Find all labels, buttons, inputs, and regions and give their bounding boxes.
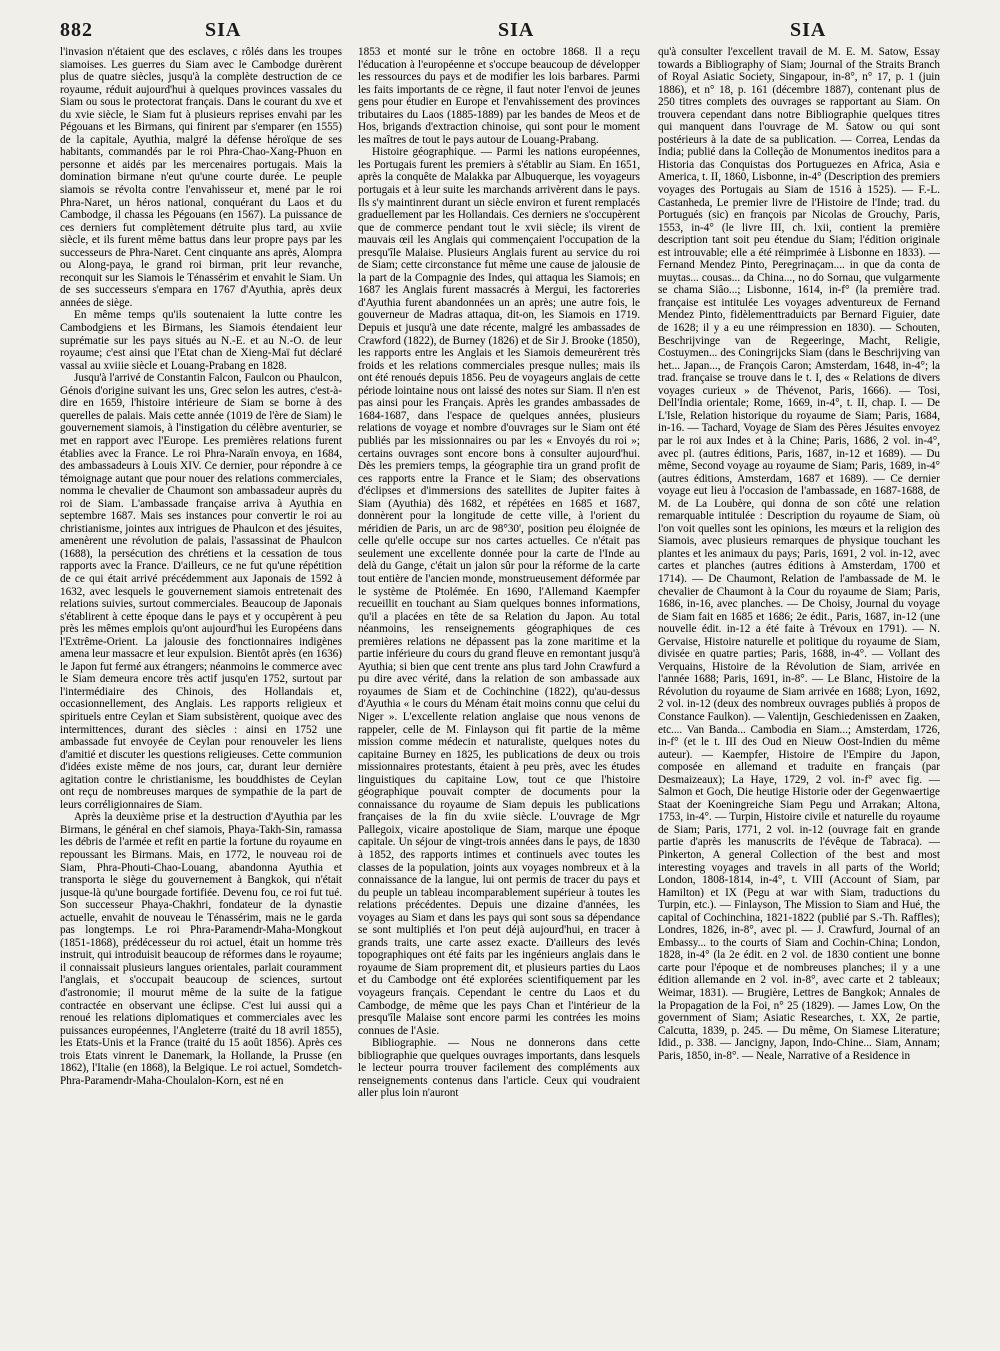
column-3 — [658, 46, 940, 1336]
column-1 — [60, 46, 342, 1336]
running-headword-right: SIA — [790, 19, 827, 41]
column-2 — [358, 46, 640, 1336]
paragraph: l'invasion n'étaient que des esclaves, c rôlés dans les troupes siamoises. Les guerres du Siam avec le Cambodge durèrent plus de quatre siècles, jusqu'à la complète destruction de ce royaume, réduit aujourd'hui à quelques provinces vassales du Siam ou sous le protectorat français. Dans le courant du xve et du xvie siècle, le Siam fut à plusieurs reprises envahi par les Pégouans et les Birmans, qui finirent par s'emparer (en 1555) de la capitale, Ayuthia, malgré la défense héroïque de ses habitants, commandés par le roi Phra-Chao-Xang-Phuon en personne et aidés par les mercenaires portugais. Mais la domination birmane n'eut qu'une courte durée. Le peuple siamois se révolta contre l'envahisseur et, mené par le roi Phra-Naret, un héros national, conquérant du Laos et du Cambodge, il chassa les Pégouans (en 1567). La puissance de ces derniers fut complètement détruite plus tard, au xviie siècle, et ils furent même battus dans leur propre pays par les successeurs de Phra-Naret. Cent cinquante ans après, Alompra ou Along-paya, le grand roi birman, prit leur revanche, reconquit sur les Siamois le Ténassérim et envahit le Siam. Un de ses successeurs s'empara en 1767 d'Ayuthia, après deux années de siège. — [60, 46, 342, 309]
section-bibliography: Bibliographie. — Nous ne donnerons dans cette bibliographie que quelques ouvrages importants, dans lesquels le lecteur pourra trouver facilement des compléments aux renseignements contenus dans l'article. Ceux qui voudraient aller plus loin n'auront — [358, 1037, 640, 1100]
page-number: 882 — [60, 19, 93, 41]
paragraph: Jusqu'à l'arrivé de Constantin Falcon, Faulcon ou Phaulcon, Génois d'origine suivant les uns, Grec selon les autres, c'est-à-dire en 1659, l'histoire intérieure de Siam se borne à des querelles de palais. Mais cette année (1019 de l'ère de Siam) le gouvernement siamois, à l'instigation du célèbre aventurier, se met en rapport avec l'Europe. Les premières relations furent établies avec la France. Le roi Phra-Naraïn envoya, en 1684, des ambassadeurs à Louis XIV. Ce dernier, pour répondre à ce témoignage autant que pour nouer des relations commerciales, nomma le chevalier de Chaumont son ambassadeur auprès du roi de Siam. L'ambassade française arriva à Ayuthia en septembre 1687. Mais ses instances pour convertir le roi au christianisme, jointes aux intrigues de Phaulcon et des jésuites, amenèrent une révolution de palais, l'assassinat de Phaulcon (1688), la persécution des chrétiens et la cessation de tous rapports avec la France. D'ailleurs, ce ne fut qu'une répétition de ce qui était arrivé précédemment aux Japonais de 1592 à 1632, avec lesquels le gouvernement siamois entretenait des relations suivies, surtout commerciales. Beaucoup de Japonais s'établirent à cette époque dans le pays et y occupèrent à peu près les mêmes emplois qu'ont aujourd'hui les Européens dans l'Extrême-Orient. La jalousie des fonctionnaires indigènes amena leur massacre et leur expulsion. Bientôt après (en 1636) le Japon fut fermé aux étrangers; néanmoins le commerce avec le Siam demeura encore très actif jusqu'en 1752, surtout par l'intermédiaire des Chinois, des Hollandais et, occasionnellement, des Anglais. Les rapports religieux et spirituels entre Ceylan et Siam subsistèrent, quoique avec des intermittences, durant des siècles : ainsi en 1752 une ambassade fut envoyée de Ceylan pour renouveler les liens d'amitié et discuter les questions religieuses. Cette communion d'idées existe même de nos jours, car, durant leur dernière agitation contre le christianisme, les bouddhistes de Ceylan ont reçu de nombreuses marques de sympathie de la part de leurs corréligionnaires de Siam. — [60, 372, 342, 811]
text-columns — [60, 46, 942, 1336]
running-headword-center: SIA — [498, 19, 535, 41]
paragraph: Après la deuxième prise et la destruction d'Ayuthia par les Birmans, le général en chef siamois, Phaya-Takh-Sin, ramassa les débris de l'armée et refit en partie la fortune du royaume en repoussant les Birmans. Mais, en 1772, le nouveau roi de Siam, Phra-Phouti-Chao-Louang, abandonna Ayuthia et transporta le siège du gouvernement à Bangkok, qui n'était jusque-là qu'une bourgade fortifiée. Devenu fou, ce roi fut tué. Son successeur Phaya-Chakhri, fondateur de la dynastie actuelle, envahit de nouveau le Ténassérim, mais ne le garda pas longtemps. Le roi Phra-Paramendr-Maha-Mongkout (1851-1868), prédécesseur du roi actuel, était un homme très instruit, qui introduisit beaucoup de réformes dans le royaume; il connaissait plusieurs langues orientales, parlait couramment l'anglais, et s'occupait beaucoup de sciences, surtout d'astronomie; il mourut même de la suite de la fatigue contractée en observant une éclipse. C'est lui aussi qui a renoué les relations diplomatiques et commerciales avec les puissances européennes, l'Angleterre (traité du 18 avril 1855), les Etats-Unis et la France (traité du 15 août 1856). Après ces trois Etats vinrent le Danemark, la Hollande, la Prusse (en 1862), l'Italie (en 1868), la Belgique. Le roi actuel, Somdetch-Phra-Paramendr-Maha-Choulalon-Korn, est né en — [60, 811, 342, 1087]
paragraph: 1853 et monté sur le trône en octobre 1868. Il a reçu l'éducation à l'européenne et s'occupe beaucoup de développer les ressources du pays et de modifier les lois barbares. Parmi les faits importants de ce règne, il faut noter l'envoi de jeunes gens pour étudier en Europe et l'envahissement des provinces tributaires du Laos (1885-1889) par les bandes de Meos et de Hos, brigands d'extraction chinoise, qui sont pour le moment les maîtres de tout le pays autour de Louang-Prabang. — [358, 46, 640, 146]
paragraph: En même temps qu'ils soutenaient la lutte contre les Cambodgiens et les Birmans, les Siamois étendaient leur suprématie sur les pays situés au N.-E. et au N.-O. de leur royaume; c'est ainsi que l'Etat chan de Xieng-Maï fut déclaré vassal au xviiie siècle et Louang-Prabang en 1828. — [60, 309, 342, 372]
running-headword-left: SIA — [205, 19, 242, 41]
section-geography: Histoire géographique. — Parmi les nations européennes, les Portugais furent les premiers à s'établir au Siam. En 1651, après la conquête de Malakka par Albuquerque, les voyageurs portugais et à leur suite les marchands arrivèrent dans le pays. Ils s'y maintinrent durant un siècle environ et furent remplacés graduellement par les Hollandais. Ces derniers ne s'occupèrent que de commerce pendant tout le xvii siècle; ils virent de mauvais œil les Anglais qui commençaient l'occupation de la presqu'île Malaise. Plusieurs Anglais furent au service du roi de Siam; cette circonstance fut même une cause de jalousie de la part de la Compagnie des Indes, qui attaqua les Siamois; en 1687 les Anglais furent massacrés à Mergui, les factoreries d'Ayuthia furent abandonnées un an après; une autre fois, le gouverneur de Madras attaqua, dit-on, les Siamois en 1719. Depuis et jusqu'à une date récente, malgré les ambassades de Crawford (1822), de Burney (1826) et de Sir J. Brooke (1850), les rapports entre les Anglais et les Siamois demeurèrent très froids et les relations commerciales presque nulles; mais ils ont été renoués depuis 1856. Peu de voyageurs anglais de cette période lointaine nous ont laissé des notes sur Siam. Il n'en est pas ainsi pour les Français. Après les grandes ambassades de 1684-1687, dans l'espace de quelques années, plusieurs relations de voyage et nombre d'ouvrages sur le Siam ont été publiés par les missionnaires ou par les « Envoyés du roi »; certains ouvrages sont encore bons à consulter aujourd'hui. Dès les premiers temps, la géographie tira un grand profit de ces rapports entre la France et le Siam; des observations d'éclipses et d'immersions des satellites de Jupiter faites à Siam (Ayuthia) dès 1682, et répétées en 1685 et 1687, donnèrent pour la longitude de cette ville, à l'orient du méridien de Paris, un arc de 98°30', position peu éloignée de celle qu'elle occupe sur nos cartes actuelles. Ce n'était pas seulement une excellente donnée pour la carte de l'Inde au delà du Gange, c'était un jalon sûr pour la réforme de la carte tout entière de l'ancien monde, monstrueusement déformée par le système de Ptolémée. En 1690, l'Allemand Kaempfer recueillit en touchant au Siam quelques bonnes informations, qu'il a placées en tête de sa Relation du Japon. Au total néanmoins, les renseignements géographiques de ces premières relations ne dépassent pas la zone maritime et la partie inférieure du cours du grand fleuve en remontant jusqu'à Ayuthia; si bien que cent trente ans plus tard John Crawfurd a pu dire avec vérité, dans la relation de son ambassade aux royaumes de Siam et de Cochinchine (1822), qu'au-dessus d'Ayuthia « le cours du Ménam était moins connu que celui du Niger ». L'excellente relation anglaise que nous venons de rappeler, celle de M. Finlayson qui fit partie de la même mission comme médecin et naturaliste, quelques notes du capitaine Burney en 1825, les publications de deux ou trois missionnaires protestants, étaient à peu près, avec les études linguistiques du capitaine Low, tout ce que l'histoire géographique pouvait compter de documents pour la connaissance du royaume de Siam depuis les publications françaises de la fin du xviie siècle. L'ouvrage de Mgr Pallegoix, vicaire apostolique de Siam, marque une époque capitale. Un séjour de vingt-trois années dans le pays, de 1830 à 1852, des rapports intimes et continuels avec toutes les classes de la population, joints aux voyages nombreux et à la connaissance de la langue, lui ont permis de tracer du pays et du peuple un tableau incomparablement supérieur à toutes les relations précédentes. Depuis une dizaine d'années, les voyages au Siam et dans les pays qui sont sous sa dépendance se sont multipliés et l'on peut déjà aujourd'hui, en tracer à grands traits, une carte assez exacte. D'ailleurs des levés topographiques ont été faits par les ingénieurs anglais dans le royaume de Siam proprement dit, et plusieurs parties du Laos et du Cambodge ont été explorées scientifiquement par les voyageurs français. Cependant le centre du Laos et du Cambodge, de même que les pays Chan et l'intérieur de la presqu'île Malaise sont encore parmi les contrées les moins connues de l'Asie. — [358, 146, 640, 1037]
page-header — [60, 15, 942, 49]
bibliography-text: qu'à consulter l'excellent travail de M. E. M. Satow, Essay towards a Bibliography of Siam; Journal of the Straits Branch of Royal Asiatic Society, Singapour, in-8°, n° 17, p. 1 (juin 1886), et n° 18, p. 161 (décembre 1887), contenant plus de 250 titres complets des ouvrages se rapportant au Siam. On trouvera cependant dans notre Bibliographie quelques titres qui manquent dans l'ouvrage de M. Satow ou qui sont postérieurs à la date de sa publication. — Correa, Lendas da India; publié dans la Colleção de Monumentos ineditos para a Historia das Conquistas dos Portuguezes en Africa, Asia e America, t. II, 1860, Lisbonne, in-4° (Description des premiers voyages des Portugais au Siam de 1516 à 1525). — F.-L. Castanheda, Le premier livre de l'Histoire de l'Inde; trad. du Portugués (sic) en françois par Nicolas de Grouchy, Paris, 1553, in-4° (le livre III, ch. lxii, contient la première description tant soit peu étendue du Siam; l'édition originale est introuvable; elle a été réimprimée à Lisbonne en 1833). — Fernand Mendez Pinto, Peregrinaçam.... in que da conta de muytas... cousas... da China..., no do Sornau, que vulgarmente se chama Siâo...; Lisbonne, 1614, in-f° (la première trad. française est intitulée Les voyages adventureux de Fernand Mendez Pinto, fidèlementtraduicts par Bernard Figuier, date de 1628; il y a eu une réimpression en 1830). — Schouten, Beschrijvinge van de Regeeringe, Macht, Religie, Costuymen... des Coningrijcks Siam (dans le Beschrijving van het... Japan..., de François Caron; Amsterdam, 1648, in-4°; la trad. française se trouve dans le t. I, des « Relations de divers voyages curieux » de Thévenot, Paris, 1666). — Tosi, Dell'India orientale; Rome, 1669, in-4°, t. II, chap. I. — De L'Isle, Relation historique du royaume de Siam; Paris, 1684, in-16. — Tachard, Voyage de Siam des Pères Jésuites envoyez par le roi aux Indes et à la Chine; Paris, 1686, 2 vol. in-4°, avec pl. (autres éditions, Paris, 1687, in-12 et 1689). — Du même, Second voyage au royaume de Siam; Paris, 1689, in-4° (autres éditions, Amsterdam, 1687 et 1689). — Ce dernier voyage eut lieu à l'occasion de l'ambassade, en 1687-1688, de M. de La Loubère, qui donna de son côté une relation remarquable intitulée : Description du royaume de Siam, où l'on voit quelles sont les opinions, les mœurs et la religion des Siamois, avec plusieurs remarques de physique touchant les plantes et les animaux du pays; Paris, 1691, 2 vol. in-12, avec cartes et planches (autres éditions à Amsterdam, 1700 et 1714). — De Chaumont, Relation de l'ambassade de M. le chevalier de Chaumont à la Cour du royaume de Siam; Paris, 1686, in-16, avec planches. — De Choisy, Journal du voyage de Siam fait en 1685 et 1686; 2e édit., Paris, 1687, in-12 (une nouvelle édit. in-12 a été faite à Trévoux en 1791). — N. Gervaise, Histoire naturelle et politique du royaume de Siam, divisée en quatre parties; Paris, 1688, in-4°. — Vollant des Verquains, Histoire de la Révolution de Siam, arrivée en l'année 1688; Paris, 1691, in-8°. — Le Blanc, Histoire de la Révolution du royaume de Siam arrivée en 1688; Lyon, 1692, 2 vol. in-12 (deux des nombreux ouvrages publiés à propos de Constance Faulkon). — Valentijn, Geschiedenissen en Zaaken, etc.... Van Banda... Cambodia en Siam...; Amsterdam, 1726, in-f° (et le t. III des Oud en Nieuw Oost-Indien du même auteur). — Kaempfer, Histoire de l'Empire du Japon, composée en allemand et traduite en français (par Desmaizeaux); La Haye, 1729, 2 vol. in-f° avec fig. — Salmon et Goch, Die heutige Historie oder der Gegenwaertige Staat der Koeningreiche Siam Pegu und Arrakan; Altona, 1753, in-4°. — Turpin, Histoire civile et naturelle du royaume de Siam; Paris, 1771, 2 vol. in-12 (ouvrage fait en grande partie d'après les manuscrits de l'évêque de Tabraca). — Pinkerton, A general Collection of the best and most interesting voyages and travels in all parts of the World; London, 1808-1814, in-4°, t. VIII (Account of Siam, par Hamilton) et IX (Pegu at war with Siam, traductions du Turpin, etc.). — Finlayson, The Mission to Siam and Hué, the capital of Cochinchina, 1821-1822 (publié par S.-Th. Raffles); Londres, 1826, in-8°, avec pl. — J. Crawfurd, Journal of an Embassy... to the courts of Siam and Cochin-China; London, 1828, in-4° (la 2e édit. en 2 vol. de 1830 contient une bonne carte pour l'époque et de nombreuses planches; il y a une édition allemande en 2 vol. in-8°, avec carte et 2 tableaux; Weimar, 1831). — Brugière, Lettres de Bangkok; Annales de la Propagation de la Foi, n° 25 (1829). — James Low, On the government of Siam; Asiatic Researches, t. XX, 2e partie, Calcutta, 1839, p. 245. — Du même, On Siamese Literature; Idid., p. 338. — Jancigny, Japon, Indo-Chine... Siam, Annam; Paris, 1850, in-8°. — Neale, Narrative of a Residence in — [658, 46, 940, 1062]
